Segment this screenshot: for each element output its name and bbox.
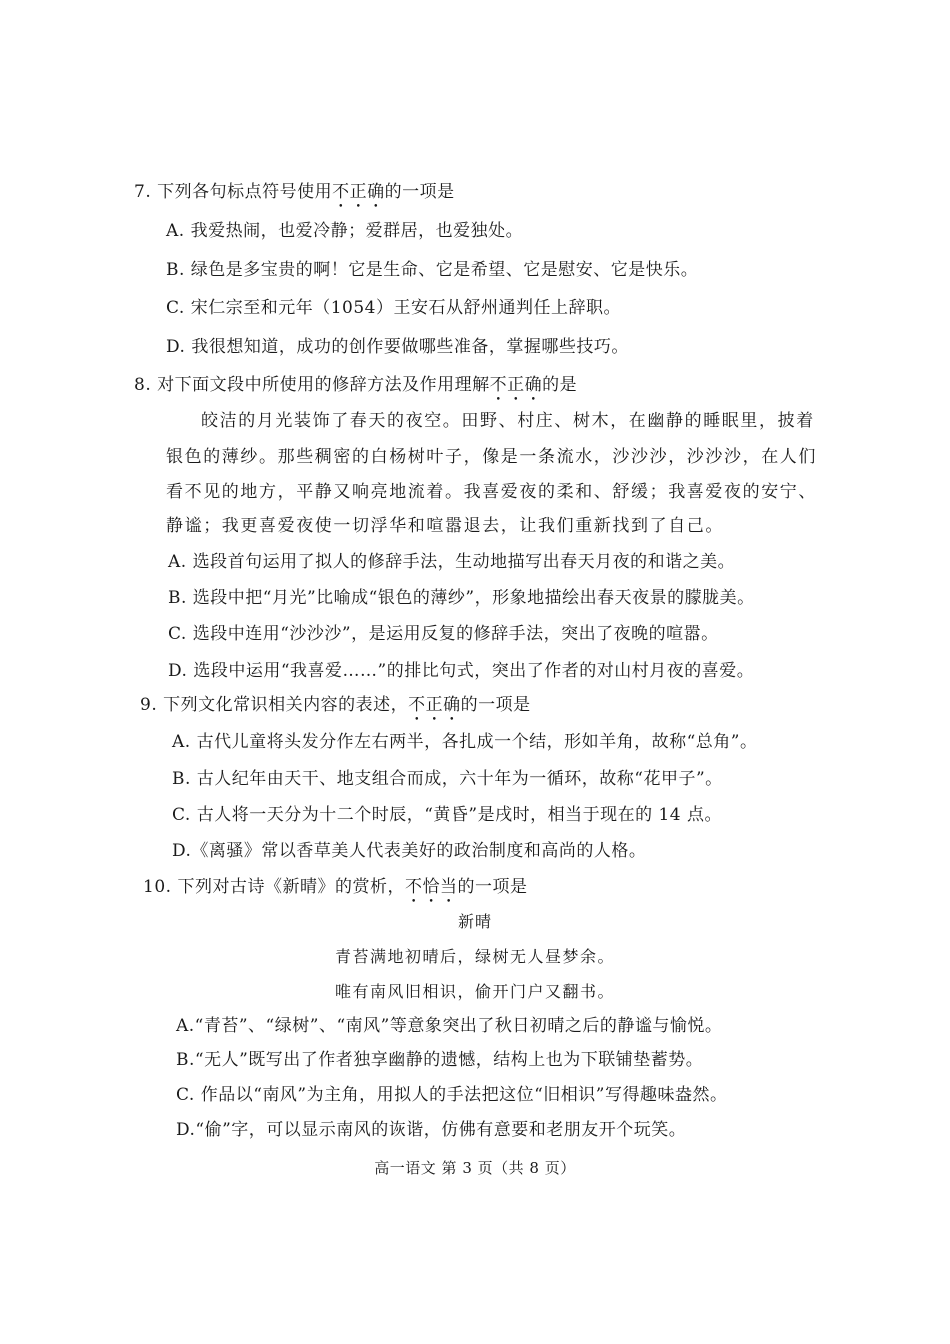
q8-option-d: D. 选段中运用“我喜爱……”的排比句式，突出了作者的对山村月夜的喜爱。 [168,661,755,681]
q10-stem-emphasis: 不恰当 [404,877,458,897]
q7-option-c: C. 宋仁宗至和元年（1054）王安石从舒州通判任上辞职。 [166,298,621,318]
q10-option-a: A.“青苔”、“绿树”、“南风”等意象突出了秋日初晴之后的静谧与愉悦。 [176,1016,723,1036]
q10-option-c: C. 作品以“南风”为主角，用拟人的手法把这位“旧相识”写得趣味盎然。 [176,1085,728,1105]
poem-title: 新晴 [457,912,492,931]
q9-stem-before: 下列文化常识相关内容的表述， [163,695,409,715]
poem-line: 青苔满地初晴后，绿树无人昼梦余。 [334,947,615,966]
q9-option-b: B. 古人纪年由天干、地支组合而成，六十年为一循环，故称“花甲子”。 [172,769,723,789]
q9-option-c: C. 古人将一天分为十二个时辰，“黄昏”是戌时，相当于现在的 14 点。 [172,805,723,825]
q8-option-b: B. 选段中把“月光”比喻成“银色的薄纱”，形象地描绘出春天夜景的朦胧美。 [168,588,755,608]
q10-option-d: D.“偷”字，可以显示南风的诙谐，仿佛有意要和老朋友开个玩笑。 [176,1120,687,1140]
q7-option-d: D. 我很想知道，成功的创作要做哪些准备，掌握哪些技巧。 [166,337,629,357]
q10-option-b: B.“无人”既写出了作者独享幽静的遗憾，结构上也为下联铺垫蓄势。 [176,1050,704,1070]
q7-stem [134,181,455,212]
poem-line: 唯有南风旧相识，偷开门户又翻书。 [334,982,615,1001]
q7-stem-emphasis: 不正确 [332,182,385,202]
q7-stem-after: 的一项是 [384,182,455,202]
q8-option-a: A. 选段首句运用了拟人的修辞手法，生动地描写出春天月夜的和谐之美。 [168,552,736,572]
q9-stem-emphasis: 不正确 [408,695,461,715]
q8-passage-line: 银色的薄纱。那些稠密的白杨树叶子，像是一条流水，沙沙沙，沙沙沙，在人们 [166,447,817,467]
q8-stem-after: 的是 [542,375,578,395]
q10-number: 10. [143,877,172,897]
q9-stem-after: 的一项是 [460,695,531,715]
q7-option-a: A. 我爱热闹，也爱冷静；爱群居，也爱独处。 [166,221,524,241]
q10-stem [143,876,527,907]
q9-option-d: D.《离骚》常以香草美人代表美好的政治制度和高尚的人格。 [172,841,647,861]
q9-stem [140,694,531,725]
q10-stem-after: 的一项是 [457,877,528,897]
q9-number: 9. [140,695,158,715]
q8-stem-emphasis: 不正确 [489,375,543,395]
q8-passage-line: 静谧；我更喜爱夜使一切浮华和喧嚣退去，让我们重新找到了自己。 [166,516,724,536]
q7-stem-before: 下列各句标点符号使用 [157,182,333,202]
q8-stem-before: 对下面文段中所使用的修辞方法及作用理解 [157,375,490,395]
q7-number: 7. [134,182,152,202]
q8-option-c: C. 选段中连用“沙沙沙”，是运用反复的修辞手法，突出了夜晚的喧嚣。 [168,624,719,644]
q10-stem-before: 下列对古诗《新晴》的赏析， [177,877,405,897]
page-footer: 高一语文 第 3 页（共 8 页） [374,1159,576,1177]
q8-passage-line: 看不见的地方，平静又响亮地流着。我喜爱夜的柔和、舒缓；我喜爱夜的安宁、 [166,482,817,502]
q7-option-b: B. 绿色是多宝贵的啊！它是生命、它是希望、它是慰安、它是快乐。 [166,260,699,280]
q8-passage-line: 皎洁的月光装饰了春天的夜空。田野、村庄、树木，在幽静的睡眠里，披着 [201,411,815,431]
q8-number: 8. [134,375,152,395]
q9-option-a: A. 古代儿童将头发分作左右两半，各扎成一个结，形如羊角，故称“总角”。 [172,732,758,752]
q8-stem [134,374,577,405]
